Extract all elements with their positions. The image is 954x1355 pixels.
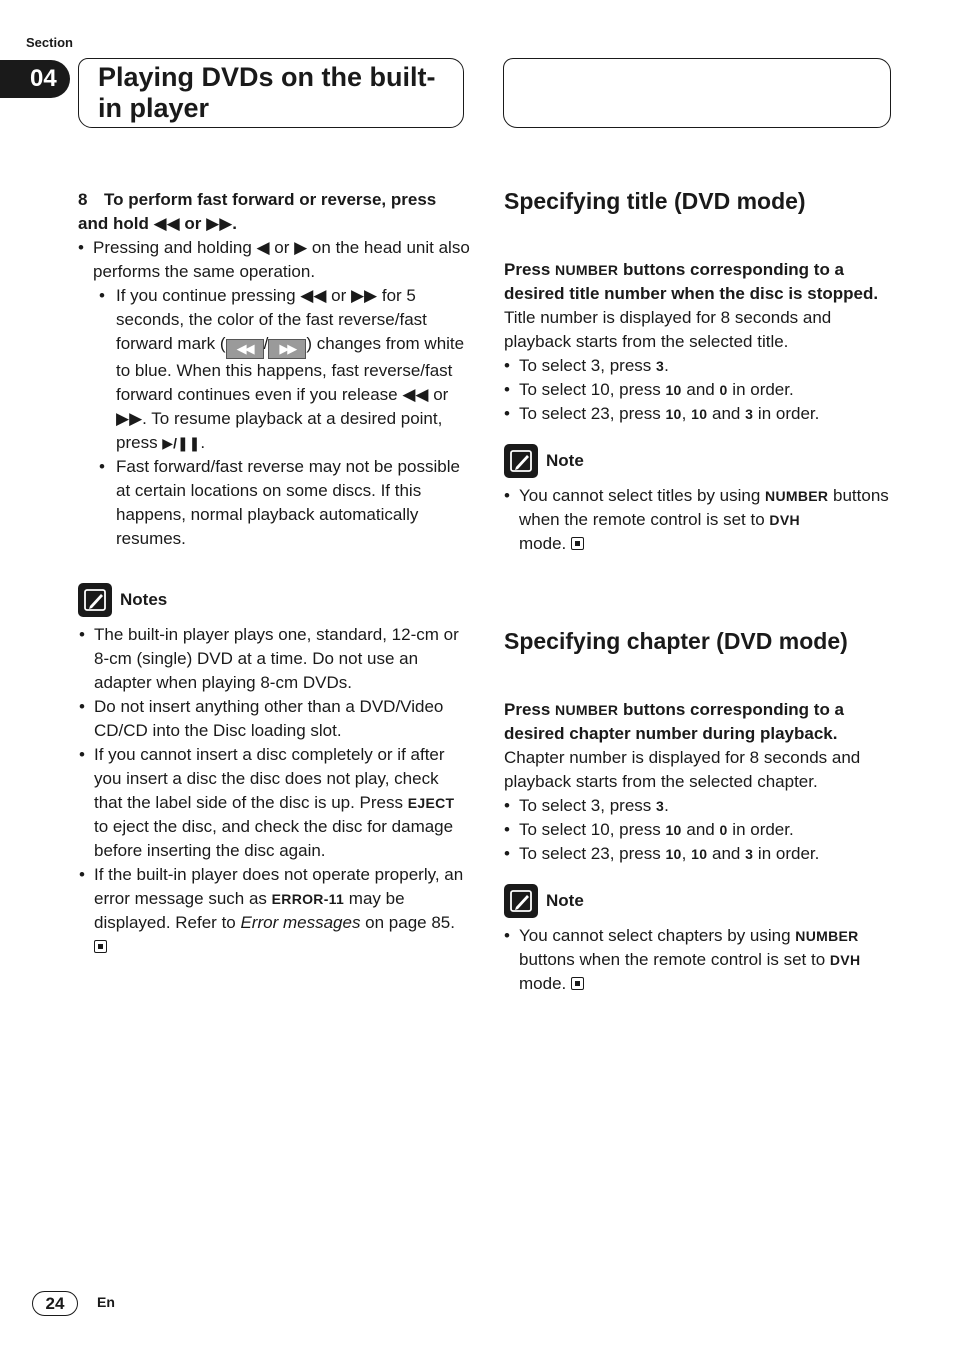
eject-keyword: EJECT xyxy=(407,795,455,811)
bullet-text: , xyxy=(681,844,692,863)
language-label: En xyxy=(97,1294,115,1310)
list-item xyxy=(504,794,896,818)
error-messages-reference: Error messages xyxy=(240,913,361,932)
list-item xyxy=(504,842,896,866)
step-number: 8 xyxy=(78,190,88,209)
list-item xyxy=(504,818,896,842)
bullet-text: and xyxy=(707,844,746,863)
key-label: 3 xyxy=(745,406,754,422)
bullet-text: buttons when the remote control is set to xyxy=(519,950,830,969)
page-title: Playing DVDs on the built-in player xyxy=(98,62,436,123)
step-text: To perform fast forward or reverse, press and hold ◀◀ or ▶▶. xyxy=(78,190,437,233)
list-item xyxy=(504,484,896,556)
bullet-text: To select 23, press xyxy=(519,844,666,863)
key-label: 3 xyxy=(745,846,754,862)
bullet-text: in order. xyxy=(727,380,794,399)
bullet-text: mode. xyxy=(519,974,567,993)
list-item xyxy=(504,402,896,426)
bullet-text: , xyxy=(681,404,692,423)
bullet-text: in order. xyxy=(753,404,820,423)
bullet-text: in order. xyxy=(727,820,794,839)
note-label: Note xyxy=(546,891,584,910)
instruction-text: buttons corresponding to a desired title number when the disc is stopped. xyxy=(504,260,879,303)
title-instruction xyxy=(504,258,896,306)
bullet-text: To select 23, press xyxy=(519,404,666,423)
left-column xyxy=(78,188,470,959)
title-section-heading: Specifying title (DVD mode) xyxy=(504,188,806,214)
bullet-text: If you continue pressing ◀◀ or ▶▶ for 5 seconds, the color of the fast reverse/fast forward mark ( xyxy=(116,286,427,353)
pencil-note-icon xyxy=(504,444,538,478)
bullet-text: If the built-in player does not operate properly, an error message such as xyxy=(94,865,464,908)
list-item xyxy=(78,284,470,455)
stop-mark-icon xyxy=(571,977,584,990)
stop-mark-icon xyxy=(571,537,584,550)
key-label: 10 xyxy=(665,382,682,398)
list-item xyxy=(504,378,896,402)
bullet-text: buttons when the remote control is set to xyxy=(519,486,889,529)
bullet-text: Pressing and holding ◀ or ▶ on the head unit also performs the same operation. xyxy=(93,238,470,281)
play-pause-symbol: ▶/❚❚ xyxy=(162,435,201,451)
pencil-note-icon xyxy=(504,884,538,918)
bullet-text: To select 3, press xyxy=(519,796,657,815)
bullet-text: ) changes from white to blue. When this happens, fast reverse/fast forward continues even if you release ◀◀ or ▶▶. To resume playback at a desired point, press xyxy=(116,334,465,452)
list-item xyxy=(78,236,470,284)
list-item xyxy=(504,924,896,996)
bullet-text: If you cannot insert a disc completely or if after you insert a disc the disc does not play, check that the label side of the disc is up. Press xyxy=(94,745,445,812)
instruction-text: Press xyxy=(504,260,556,279)
bullet-text: mode. xyxy=(519,534,567,553)
key-label: 3 xyxy=(656,798,665,814)
key-label: 10 xyxy=(665,822,682,838)
bullet-text: You cannot select titles by using xyxy=(519,486,766,505)
dvh-keyword: DVH xyxy=(769,512,800,528)
chapter-description: Chapter number is displayed for 8 seconds and playback starts from the selected chapter. xyxy=(504,748,861,791)
bullet-text: may be displayed. Refer to xyxy=(94,889,405,932)
fast-reverse-glyph: ◀◀ xyxy=(236,341,253,356)
instruction-text: buttons corresponding to a desired chapter number during playback. xyxy=(504,700,845,743)
pencil-note-icon xyxy=(78,583,112,617)
number-keyword: NUMBER xyxy=(555,702,619,718)
key-label: 0 xyxy=(719,382,728,398)
bullet-text: and xyxy=(681,820,720,839)
page-number: 24 xyxy=(32,1291,78,1316)
bullet-text: Do not insert anything other than a DVD/Video CD/CD into the Disc loading slot. xyxy=(94,697,444,740)
bullet-text: To select 10, press xyxy=(519,380,666,399)
bullet-text: . xyxy=(664,356,669,375)
note-label: Note xyxy=(546,451,584,470)
bullet-text: You cannot select chapters by using xyxy=(519,926,796,945)
list-item xyxy=(78,623,470,695)
chapter-instruction xyxy=(504,698,896,746)
bullet-text: Fast forward/fast reverse may not be possible at certain locations on some discs. If this happens, normal playback automatically resumes. xyxy=(116,457,460,548)
key-label: 0 xyxy=(719,822,728,838)
bullet-text: To select 3, press xyxy=(519,356,657,375)
chapter-note-header xyxy=(504,884,896,918)
fast-reverse-mark-icon xyxy=(226,339,264,359)
list-item xyxy=(78,695,470,743)
key-label: 10 xyxy=(665,406,682,422)
key-label: 10 xyxy=(691,846,708,862)
right-column xyxy=(504,186,896,996)
bullet-text: and xyxy=(707,404,746,423)
blank-header-frame xyxy=(503,58,891,128)
instruction-text: Press xyxy=(504,700,556,719)
step-instruction xyxy=(78,188,470,236)
slash: / xyxy=(263,334,269,353)
list-item xyxy=(504,354,896,378)
section-number-tab: 04 xyxy=(0,60,70,98)
fast-forward-mark-icon xyxy=(268,339,306,359)
notes-label: Notes xyxy=(120,590,168,609)
bullet-text: . xyxy=(200,433,206,452)
bullet-text: and xyxy=(681,380,720,399)
list-item xyxy=(78,863,470,959)
list-item xyxy=(78,455,470,551)
bullet-text: on page 85. xyxy=(360,913,455,932)
number-keyword: NUMBER xyxy=(795,928,859,944)
key-label: 10 xyxy=(691,406,708,422)
number-keyword: NUMBER xyxy=(765,488,829,504)
bullet-text: To select 10, press xyxy=(519,820,666,839)
notes-header xyxy=(78,583,470,617)
number-keyword: NUMBER xyxy=(555,262,619,278)
error-keyword: ERROR-11 xyxy=(271,891,345,907)
dvh-keyword: DVH xyxy=(829,952,861,968)
title-note-header xyxy=(504,444,896,478)
title-description: Title number is displayed for 8 seconds and playback starts from the selected title. xyxy=(504,308,832,351)
key-label: 3 xyxy=(656,358,665,374)
section-label: Section xyxy=(26,35,73,50)
bullet-text: The built-in player plays one, standard, 12-cm or 8-cm (single) DVD at a time. Do not use an adapter when playing 8-cm DVDs. xyxy=(94,625,459,692)
bullet-text: in order. xyxy=(753,844,820,863)
chapter-section-heading: Specifying chapter (DVD mode) xyxy=(504,628,848,654)
bullet-text: to eject the disc, and check the disc for damage before inserting the disc again. xyxy=(94,817,454,860)
bullet-text: . xyxy=(664,796,669,815)
list-item xyxy=(78,743,470,863)
stop-mark-icon xyxy=(94,940,107,953)
key-label: 10 xyxy=(665,846,682,862)
fast-forward-glyph: ▶▶ xyxy=(279,341,296,356)
